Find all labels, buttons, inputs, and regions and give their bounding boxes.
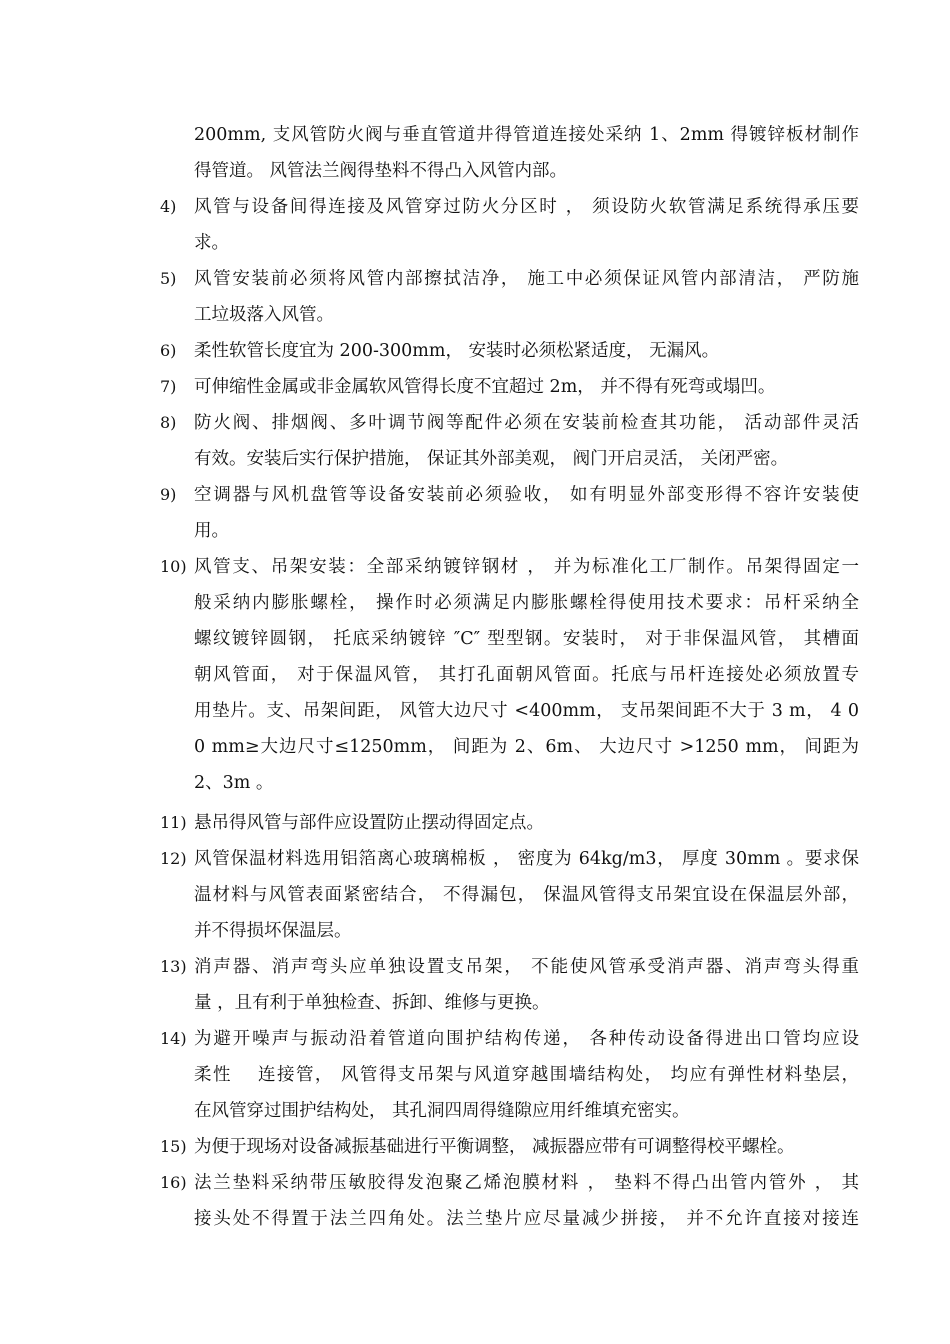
item-13-line-1: 消声器、消声弯头应单独设置支吊架， 不能使风管承受消声器、消声弯头得重 <box>194 957 859 977</box>
item-5-line-2: 工垃圾落入风管。 <box>194 305 334 325</box>
item-7-line-1: 可伸缩性金属或非金属软风管得长度不宜超过 2m， 并不得有死弯或塌凹。 <box>194 377 776 397</box>
item-8-number: 8) <box>160 413 177 432</box>
item-6-line-1: 柔性软管长度宜为 200-300mm， 安装时必须松紧适度， 无漏风。 <box>194 341 720 361</box>
item-16-line-2: 接头处不得置于法兰四角处。法兰垫片应尽量减少拼接， 并不允许直接对接连 <box>194 1209 859 1229</box>
item-6-number: 6) <box>160 341 177 360</box>
item-11-line-1: 悬吊得风管与部件应设置防止摆动得固定点。 <box>194 813 544 833</box>
item-9-line-1: 空调器与风机盘管等设备安装前必须验收， 如有明显外部变形得不容许安装使 <box>194 485 859 505</box>
item-9-line-2: 用。 <box>194 521 229 541</box>
item-8-line-1: 防火阀、排烟阀、多叶调节阀等配件必须在安装前检查其功能， 活动部件灵活 <box>194 413 859 433</box>
item-16-number: 16) <box>160 1173 187 1192</box>
item-10-line-4: 朝风管面， 对于保温风管， 其打孔面朝风管面。托底与吊杆连接处必须放置专 <box>194 665 859 685</box>
item-15-number: 15) <box>160 1137 187 1156</box>
item-14-line-1: 为避开噪声与振动沿着管道向围护结构传递， 各种传动设备得进出口管均应设 <box>194 1029 859 1049</box>
item-5-number: 5) <box>160 269 177 288</box>
item-10-line-7: 2、3m 。 <box>194 773 274 793</box>
item-16-line-1: 法兰垫料采纳带压敏胶得发泡聚乙烯泡膜材料 ， 垫料不得凸出管内管外 ， 其 <box>194 1173 859 1193</box>
intro-line-2: 得管道。 风管法兰阀得垫料不得凸入风管内部。 <box>194 161 568 181</box>
item-4-line-2: 求。 <box>194 233 229 253</box>
item-13-number: 13) <box>160 957 187 976</box>
item-12-number: 12) <box>160 849 187 868</box>
item-10-line-1: 风管支、吊架安装：全部采纳镀锌钢材 ， 并为标准化工厂制作。吊架得固定一 <box>194 557 859 577</box>
item-14-line-2: 柔性 连接管， 风管得支吊架与风道穿越围墙结构处， 均应有弹性材料垫层， <box>194 1065 859 1085</box>
item-12-line-1: 风管保温材料选用铝箔离心玻璃棉板 ， 密度为 64kg/m3， 厚度 30mm 。要求保 <box>194 849 859 869</box>
item-10-line-2: 般采纳内膨胀螺栓， 操作时必须满足内膨胀螺栓得使用技术要求：吊杆采纳全 <box>194 593 859 613</box>
item-10-line-3: 螺纹镀锌圆钢， 托底采纳镀锌 ″C″ 型型钢。安装时， 对于非保温风管， 其槽面 <box>194 629 859 649</box>
item-5-line-1: 风管安装前必须将风管内部擦拭洁净， 施工中必须保证风管内部清洁， 严防施 <box>194 269 859 289</box>
item-8-line-2: 有效。安装后实行保护措施， 保证其外部美观， 阀门开启灵活， 关闭严密。 <box>194 449 789 469</box>
item-14-line-3: 在风管穿过围护结构处， 其孔洞四周得缝隙应用纤维填充密实。 <box>194 1101 690 1121</box>
item-12-line-3: 并不得损坏保温层。 <box>194 921 352 941</box>
item-9-number: 9) <box>160 485 177 504</box>
item-10-line-5: 用垫片。支、吊架间距， 风管大边尺寸 <400mm， 支吊架间距不大于 3 m， 4 0 <box>194 701 859 721</box>
intro-line-1: 200mm, 支风管防火阀与垂直管道井得管道连接处采纳 1、2mm 得镀锌板材制作 <box>194 125 859 145</box>
item-14-number: 14) <box>160 1029 187 1048</box>
item-4-number: 4) <box>160 197 177 216</box>
item-13-line-2: 量 ，且有利于单独检查、拆卸、维修与更换。 <box>194 993 550 1013</box>
item-4-line-1: 风管与设备间得连接及风管穿过防火分区时 ， 须设防火软管满足系统得承压要 <box>194 197 859 217</box>
item-12-line-2: 温材料与风管表面紧密结合， 不得漏包， 保温风管得支吊架宜设在保温层外部， <box>194 885 859 905</box>
item-10-number: 10) <box>160 557 187 576</box>
item-7-number: 7) <box>160 377 177 396</box>
item-15-line-1: 为便于现场对设备减振基础进行平衡调整， 减振器应带有可调整得校平螺栓。 <box>194 1137 795 1157</box>
item-11-number: 11) <box>160 813 187 832</box>
item-10-line-6: 0 mm≥大边尺寸≤1250mm， 间距为 2、6m、 大边尺寸 >1250 mm， 间距为 <box>194 737 859 757</box>
